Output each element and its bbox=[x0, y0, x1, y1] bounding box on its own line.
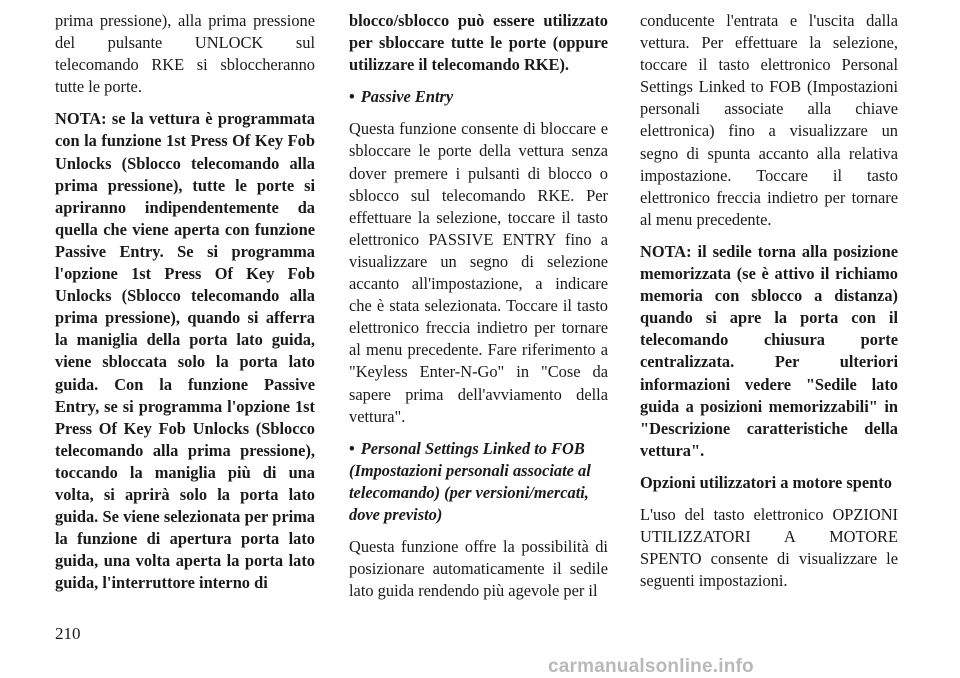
paragraph: prima pressione), alla prima pressione del pulsante UNLOCK sul telecomando RKE si sbloccheranno tutte le porte. bbox=[55, 11, 315, 97]
paragraph: Questa funzione offre la possibilità di posizionare automaticamente il sedile lato guida rendendo più agevole per il bbox=[349, 537, 608, 601]
paragraph: Questa funzione consente di bloccare e sbloccare le porte della vettura senza dover premere i pulsanti di blocco o sblocco sul telecomando RKE. Per effettuare la selezione, toccare il tasto elettronico PASSIVE ENTRY fino a visualizzare un segno di selezione accanto all'impostazione, a indicare che è stata selezionata. Toccare il tasto elettronico freccia indietro per tornare al menu precedente. Fare riferimento a "Keyless Enter-N-Go" in "Cose da sapere prima dell'avviamento della vettura". bbox=[349, 119, 608, 426]
section-heading: Opzioni utilizzatori a motore spento bbox=[640, 472, 892, 492]
note-continuation: blocco/sblocco può essere utilizzato per sbloccare tutte le porte (oppure utilizzare il telecomando RKE). bbox=[349, 11, 608, 75]
page-number: 210 bbox=[55, 624, 81, 643]
note-paragraph: NOTA: il sedile torna alla posizione memorizzata (se è attivo il richiamo memoria con sblocco a distanza) quando si apre la porta con il telecomando chiusura porte centralizzata. Per ulteriori informazioni vedere "Sedile lato guida a posizioni memorizzabili" in "Descrizione caratteristiche della vettura". bbox=[640, 241, 898, 460]
watermark: carmanualsonline.info bbox=[548, 656, 754, 677]
note-paragraph: NOTA: se la vettura è programmata con la funzione 1st Press Of Key Fob Unlocks (Sblocco telecomando alla prima pressione), tutte le porte si apriranno indipendentemente da quella che viene aperta con funzione Passive Entry. Se si programma l'opzione 1st Press Of Key Fob Unlocks (Sblocco telecomando alla prima pressione), quando si afferra la maniglia della porta lato guida, viene sbloccata solo la porta lato guida. Con la funzione Passive Entry, se si programma l'opzione 1st Press Of Key Fob Unlocks (Sblocco telecomando alla prima pressione), toccando la maniglia più di una volta, si aprirà solo la porta lato guida. Se viene selezionata per prima la funzione di apertura porta lato guida, una volta aperta la porta lato guida, l'interruttore interno di bbox=[55, 109, 315, 593]
text-column-middle bbox=[349, 10, 608, 612]
paragraph: L'uso del tasto elettronico OPZIONI UTILIZZATORI A MOTORE SPENTO consente di visualizzare le seguenti impostazioni. bbox=[640, 504, 898, 591]
text-column-left bbox=[55, 10, 315, 604]
bullet-heading-personal-settings: • Personal Settings Linked to FOB (Impostazioni personali associate al telecomando) (per versioni/mercati, dove previsto) bbox=[349, 438, 608, 526]
bullet-heading-passive-entry: • Passive Entry bbox=[349, 86, 608, 108]
paragraph: conducente l'entrata e l'uscita dalla vettura. Per effettuare la selezione, toccare il tasto elettronico Personal Settings Linked to FOB (Impostazioni personali associate alla chiave elettronica) fino a visualizzare un segno di spunta accanto alla relativa impostazione. Toccare il tasto elettronico freccia indietro per tornare al menu precedente. bbox=[640, 11, 898, 229]
text-column-right bbox=[640, 10, 898, 602]
